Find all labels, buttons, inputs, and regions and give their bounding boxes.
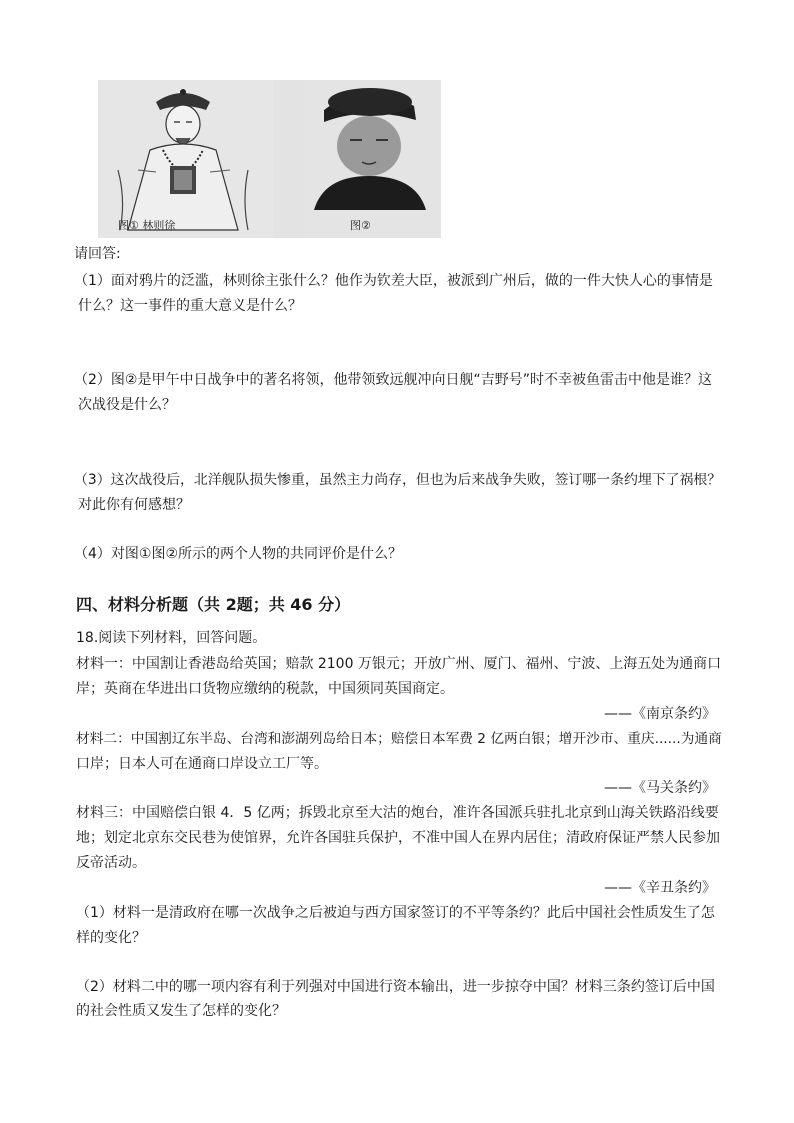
material-2-line-1: 材料二：中国割辽东半岛、台湾和澎湖列岛给日本；赔偿日本军费 2 亿两白银；增开沙市、重庆......为通商 (76, 731, 722, 747)
question-18-intro: 18.阅读下列材料，回答问题。 (76, 630, 267, 646)
question-2-line-1: （2）图②是甲午中日战争中的著名将领，他带领致远舰冲向日舰“吉野号”时不幸被鱼雷击中他是谁？这 (74, 372, 712, 388)
question-1-line-2: 什么？这一事件的重大意义是什么？ (78, 298, 302, 314)
question-2-line-2: 次战役是什么？ (78, 397, 176, 413)
question-3-line-1: （3）这次战役后，北洋舰队损失惨重，虽然主力尚存，但也为后来战争失败，签订哪一条约埋下了祸根？ (74, 472, 722, 488)
figure-caption-right: 图② (350, 219, 371, 232)
question-3-line-2: 对此你有何感想？ (78, 497, 190, 513)
section-heading: 四、材料分析题（共 2题；共 46 分） (76, 595, 351, 614)
material-2-source: ——《马关条约》 (604, 780, 716, 796)
question-4: （4）对图①图②所示的两个人物的共同评价是什么？ (74, 546, 403, 562)
material-3-line-3: 反帝活动。 (76, 855, 146, 871)
answer-prompt: 请回答: (74, 246, 121, 262)
material-1-line-1: 材料一：中国割让香港岛给英国；赔款 2100 万银元；开放广州、厦门、福州、宁波、上海五处为通商口 (76, 656, 722, 672)
question-18-1-line-2: 样的变化？ (76, 930, 146, 946)
material-1-line-2: 岸；英商在华进出口货物应缴纳的税款，中国须同英国商定。 (76, 681, 454, 697)
question-18-2-line-2: 的社会性质又发生了怎样的变化？ (76, 1003, 286, 1019)
material-3-source: ——《辛丑条约》 (604, 880, 716, 896)
material-2-line-2: 口岸；日本人可在通商口岸设立工厂等。 (76, 756, 328, 772)
material-1-source: ——《南京条约》 (604, 706, 716, 722)
lin-zexu-portrait (98, 80, 273, 238)
question-1-line-1: （1）面对鸦片的泛滥，林则徐主张什么？他作为钦差大臣，被派到广州后，做的一件大快人心的事情是 (74, 273, 713, 289)
material-3-line-2: 地；划定北京东交民巷为使馆界，允许各国驻兵保护，不准中国人在界内居住；清政府保证严禁人民参加 (76, 830, 720, 846)
deng-shichang-photo (304, 80, 441, 238)
portrait-figure (98, 80, 441, 238)
question-18-1-line-1: （1）材料一是清政府在哪一次战争之后被迫与西方国家签订的不平等条约？此后中国社会性质发生了怎 (76, 905, 715, 921)
question-18-2-line-1: （2）材料二中的哪一项内容有利于列强对中国进行资本输出，进一步掠夺中国？材料三条约签订后中国 (76, 979, 715, 995)
material-3-line-1: 材料三：中国赔偿白银 4．5 亿两；拆毁北京至大沽的炮台，准许各国派兵驻扎北京到山海关铁路沿线要 (76, 805, 719, 821)
figure-caption-left: 图① 林则徐 (118, 219, 176, 232)
